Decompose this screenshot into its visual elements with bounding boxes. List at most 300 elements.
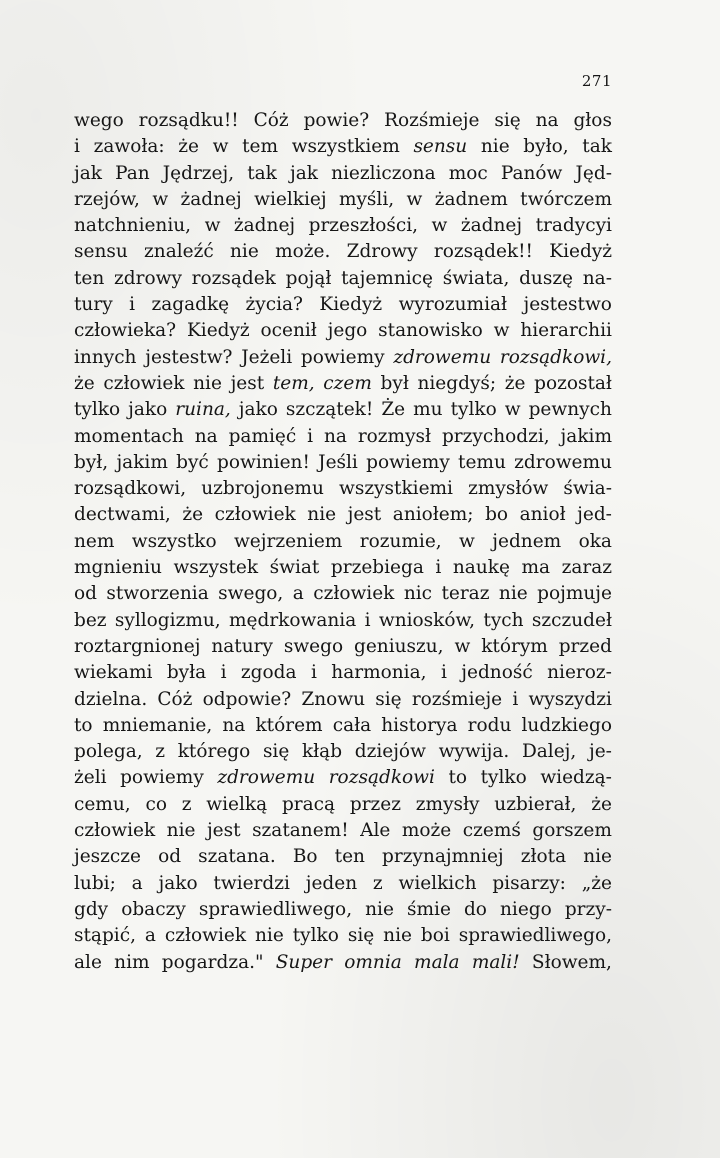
word: natury: [211, 635, 273, 657]
word: w: [493, 320, 510, 342]
word: sprawiedliwego,: [198, 898, 353, 920]
word: swego,: [218, 583, 284, 605]
word: świat: [269, 557, 320, 579]
word: się: [494, 110, 521, 131]
word: zaraz: [561, 557, 612, 579]
word: w: [431, 215, 448, 237]
word: je-: [588, 741, 612, 763]
italic-word: ruina,: [175, 399, 231, 421]
word: kłąb: [301, 741, 343, 763]
word: znaleźć: [144, 241, 214, 263]
word: jednem: [492, 530, 562, 552]
word: w: [504, 399, 521, 421]
word: wyszydzi: [528, 688, 612, 710]
word: tak: [247, 162, 277, 184]
word: Jeżeli: [241, 346, 293, 368]
word: jest: [230, 372, 265, 394]
word: harmonia,: [331, 662, 427, 684]
word: i: [220, 662, 227, 684]
word: ludzkiego: [521, 714, 612, 736]
word: w: [204, 215, 221, 237]
word: jakim: [560, 425, 612, 447]
word: mniemanie,: [102, 714, 213, 736]
word: nie: [365, 898, 394, 920]
word: tylko: [450, 399, 497, 421]
word: wejrzeniem: [233, 530, 343, 552]
word: rozsądek: [191, 267, 276, 289]
text-line: [74, 897, 612, 923]
word: że: [74, 372, 95, 394]
word: i: [364, 609, 371, 631]
word: uzbierał,: [494, 793, 577, 815]
word: powiemy: [120, 767, 204, 789]
word: było,: [523, 136, 569, 158]
word: momentach: [74, 425, 184, 447]
word: pojął: [285, 267, 332, 289]
word: jest: [206, 820, 241, 842]
word: Ale: [360, 820, 391, 842]
word: nie: [383, 925, 412, 947]
word: co: [145, 793, 167, 815]
word: tury: [74, 294, 113, 316]
word: tylko: [292, 925, 339, 947]
word: wyrozumiał: [398, 294, 508, 316]
word: złota: [520, 846, 567, 868]
word: w: [454, 635, 471, 657]
word: nie: [193, 372, 222, 394]
word: hierarchii: [520, 320, 612, 342]
body-text: [74, 108, 612, 976]
word: Jęd-: [575, 162, 612, 184]
word: że: [504, 372, 526, 394]
word: pojmuje: [537, 583, 612, 605]
word: Kiedyż: [186, 320, 250, 342]
text-line: [74, 950, 612, 976]
text-line: [74, 187, 612, 213]
word: rozumie,: [359, 530, 442, 552]
word: tych: [483, 609, 524, 631]
word: z: [372, 872, 383, 894]
text-line: [74, 739, 612, 765]
word: Panów: [500, 162, 563, 184]
word: powiemy: [366, 451, 450, 473]
word: na: [535, 110, 559, 131]
page-number: 271: [581, 72, 612, 90]
text-line: [74, 713, 612, 739]
word: że: [178, 136, 199, 158]
word: to: [74, 714, 93, 736]
word: zgoda: [240, 662, 297, 684]
word: natchnieniu,: [74, 215, 192, 237]
word: się: [262, 741, 290, 763]
word: mgnieniu: [74, 557, 162, 579]
word: geniuszu,: [353, 635, 444, 657]
word: pracą: [281, 793, 336, 815]
word: pozostał: [534, 372, 612, 394]
word: pisarzy:: [492, 872, 566, 894]
word: ten: [74, 267, 105, 289]
word: stanowisko: [378, 320, 483, 342]
word: jed-: [577, 504, 612, 526]
word: Kiedyż: [319, 294, 383, 316]
word: sprawiedliwego,: [458, 925, 612, 947]
word: dzielna.: [74, 688, 148, 710]
word: innych: [74, 346, 137, 368]
text-line: [74, 318, 612, 344]
word: boi: [420, 925, 450, 947]
word: zagadkę: [151, 294, 230, 316]
word: człowiek: [103, 372, 185, 394]
word: Dalej,: [521, 741, 577, 763]
word: być: [176, 451, 209, 473]
word: w: [212, 136, 229, 158]
word: i: [440, 662, 447, 684]
word: żadnej: [233, 215, 296, 237]
word: naukę: [452, 557, 510, 579]
text-line: [74, 397, 612, 423]
word: oka: [578, 530, 612, 552]
word: tylko: [480, 767, 527, 789]
text-line: [74, 765, 612, 791]
word: niegdyś;: [417, 372, 497, 394]
word: powiemy: [300, 346, 385, 368]
text-line: [74, 134, 612, 160]
word: człowieka?: [74, 320, 177, 342]
text-line: [74, 608, 612, 634]
word: wywija.: [438, 741, 510, 763]
word: z: [155, 741, 166, 763]
word: rozsądek!!: [433, 241, 533, 263]
word: tajemnicę: [341, 267, 433, 289]
word: jak: [74, 162, 102, 184]
word: od: [158, 846, 182, 868]
italic-word: Super: [275, 951, 332, 973]
word: przez: [349, 793, 401, 815]
word: i: [310, 662, 317, 684]
word: w: [152, 188, 169, 210]
text-line: [74, 923, 612, 949]
word: zdrowemu: [514, 451, 612, 473]
text-line: [74, 660, 612, 686]
word: tak: [582, 136, 612, 158]
word: tem: [242, 136, 279, 158]
word: to: [448, 767, 468, 789]
word: przeszłości,: [308, 215, 419, 237]
word: przebiega: [330, 557, 424, 579]
word: lubi;: [74, 872, 116, 894]
word: jak: [289, 162, 318, 184]
word: niezliczona: [331, 162, 436, 184]
word: jest: [347, 504, 382, 526]
word: przychodzi,: [441, 425, 550, 447]
text-line: [74, 529, 612, 555]
word: mu: [413, 399, 443, 421]
word: wszystek: [173, 557, 259, 579]
word: stąpić,: [74, 925, 136, 947]
text-line: [74, 108, 612, 134]
word: Że: [381, 399, 406, 421]
word: głos: [573, 110, 612, 131]
word: i: [512, 688, 519, 710]
word: człowiek: [74, 820, 156, 842]
word: stworzenia: [106, 583, 209, 605]
word: z: [181, 793, 192, 815]
italic-word: zdrowemu: [393, 346, 492, 368]
word: niego: [500, 898, 552, 920]
word: nie: [307, 504, 337, 526]
text-line: [74, 239, 612, 265]
word: odpowie?: [202, 688, 292, 710]
word: moc: [448, 162, 488, 184]
word: się: [375, 688, 402, 710]
word: rzejów,: [74, 188, 140, 210]
word: wszystkiem: [291, 136, 400, 158]
word: aniołem;: [392, 504, 474, 526]
word: teraz: [441, 583, 490, 605]
word: tradycyi: [535, 215, 612, 237]
italic-word: tem,: [272, 372, 315, 394]
italic-word: mala: [414, 951, 460, 973]
word: anioł: [519, 504, 566, 526]
word: szatana.: [198, 846, 276, 868]
word: a: [144, 925, 156, 947]
word: przed: [558, 635, 612, 657]
text-line: [74, 476, 612, 502]
word: przynajmniej: [382, 846, 504, 868]
word: sensu: [74, 241, 128, 263]
italic-word: sensu: [413, 136, 468, 158]
word: „że: [581, 872, 612, 894]
word: Rozśmieje: [384, 110, 480, 131]
word: cemu,: [74, 793, 131, 815]
word: wiekami: [74, 662, 153, 684]
word: polega,: [74, 741, 143, 763]
word: w: [406, 188, 423, 210]
text-line: [74, 424, 612, 450]
word: jestestw?: [145, 346, 233, 368]
text-line: [74, 555, 612, 581]
word: jestestwo: [523, 294, 612, 316]
word: nie: [480, 136, 510, 158]
word: i: [74, 136, 80, 158]
word: zmysły: [415, 793, 480, 815]
text-line: [74, 818, 612, 844]
word: człowiek: [313, 583, 395, 605]
word: do: [463, 898, 487, 920]
word: pogardza.": [161, 951, 264, 973]
word: pewnych: [528, 399, 612, 421]
word: Słowem,: [531, 951, 612, 973]
text-line: [74, 844, 612, 870]
word: jedność: [461, 662, 533, 684]
word: rozmysł: [357, 425, 432, 447]
word: szczudeł: [531, 609, 612, 631]
word: Jędrzej,: [162, 162, 235, 184]
word: nie: [230, 241, 259, 263]
word: nie: [166, 820, 196, 842]
text-line: [74, 581, 612, 607]
word: rozśmieje: [411, 688, 503, 710]
word: nim: [114, 951, 150, 973]
word: wielkich: [398, 872, 477, 894]
text-line: [74, 634, 612, 660]
word: szatanem!: [252, 820, 349, 842]
word: ocenił: [260, 320, 317, 342]
word: zdrowy: [114, 267, 182, 289]
italic-word: mali!: [471, 951, 520, 973]
word: Jeśli: [318, 451, 358, 473]
word: twierdzi: [213, 872, 290, 894]
word: że: [182, 504, 204, 526]
word: na: [222, 714, 246, 736]
word: bez: [74, 609, 107, 631]
italic-word: rozsądkowi,: [499, 346, 612, 368]
word: żadnej: [460, 215, 523, 237]
word: jako: [158, 872, 198, 894]
text-line: [74, 161, 612, 187]
word: gorszem: [532, 820, 612, 842]
word: dziejów: [354, 741, 426, 763]
word: nem: [74, 530, 115, 552]
word: Pan: [115, 162, 150, 184]
word: którem: [255, 714, 323, 736]
word: wielką: [206, 793, 268, 815]
word: jako: [238, 399, 278, 421]
text-line: [74, 213, 612, 239]
word: którym: [481, 635, 548, 657]
word: na: [194, 425, 218, 447]
word: nie: [255, 925, 284, 947]
word: historya: [381, 714, 458, 736]
word: na-: [582, 267, 612, 289]
word: rozsądku!!: [138, 110, 239, 131]
word: nie: [498, 583, 528, 605]
italic-word: zdrowemu: [217, 767, 316, 789]
word: i: [129, 294, 136, 316]
italic-word: omnia: [344, 951, 402, 973]
word: człowiek: [214, 504, 296, 526]
word: był: [380, 372, 409, 394]
word: jakim: [116, 451, 168, 473]
word: Kiedyż: [549, 241, 612, 263]
word: i: [435, 557, 442, 579]
word: wszystkiemi: [338, 478, 453, 500]
word: może: [401, 820, 452, 842]
word: syllogizmu,: [114, 609, 221, 631]
word: od: [74, 583, 97, 605]
word: żadnem: [434, 188, 508, 210]
word: nie: [583, 846, 612, 868]
word: że: [591, 793, 612, 815]
text-line: [74, 266, 612, 292]
word: roztargnionej: [74, 635, 201, 657]
word: wniosków,: [378, 609, 476, 631]
word: powie?: [303, 110, 370, 131]
word: Znowu: [301, 688, 366, 710]
word: i: [307, 425, 314, 447]
word: przy-: [564, 898, 612, 920]
word: była: [166, 662, 207, 684]
word: mędrkowania: [229, 609, 357, 631]
word: swego: [283, 635, 344, 657]
word: może.: [275, 241, 331, 263]
word: się: [347, 925, 375, 947]
word: szczątek!: [285, 399, 374, 421]
word: życia?: [245, 294, 303, 316]
italic-word: czem: [323, 372, 372, 394]
word: którego: [177, 741, 251, 763]
word: śmie: [406, 898, 451, 920]
word: zawoła:: [93, 136, 165, 158]
word: jeszcze: [74, 846, 141, 868]
text-line: [74, 871, 612, 897]
word: Zdrowy: [346, 241, 418, 263]
word: Cóż: [157, 688, 193, 710]
word: cała: [332, 714, 372, 736]
word: pamięć: [228, 425, 297, 447]
word: nieroz-: [547, 662, 612, 684]
word: rodu: [467, 714, 512, 736]
word: jeden: [305, 872, 358, 894]
word: jako: [128, 399, 168, 421]
word: a: [292, 583, 304, 605]
word: bo: [485, 504, 509, 526]
text-line: [74, 450, 612, 476]
italic-word: rozsądkowi: [328, 767, 435, 789]
word: Cóż: [253, 110, 289, 131]
word: temu: [458, 451, 506, 473]
text-line: [74, 687, 612, 713]
word: Bo: [292, 846, 318, 868]
word: wielkiej: [254, 188, 327, 210]
text-line: [74, 345, 612, 371]
word: w: [459, 530, 475, 552]
word: obaczy: [121, 898, 186, 920]
word: rozsądkowi,: [74, 478, 187, 500]
word: jego: [327, 320, 368, 342]
word: na: [323, 425, 347, 447]
text-line: [74, 371, 612, 397]
text-line: [74, 792, 612, 818]
word: duszę: [519, 267, 574, 289]
word: nic: [403, 583, 433, 605]
word: wego: [74, 110, 124, 131]
word: gdy: [74, 898, 109, 920]
word: był,: [74, 451, 109, 473]
word: świata,: [442, 267, 510, 289]
word: czemś: [462, 820, 521, 842]
word: dectwami,: [74, 504, 171, 526]
word: wszystko: [131, 530, 217, 552]
word: tylko: [74, 399, 121, 421]
word: ale: [74, 951, 102, 973]
word: a: [131, 872, 143, 894]
word: ma: [521, 557, 551, 579]
word: wiedzą-: [540, 767, 612, 789]
word: zmysłów: [468, 478, 549, 500]
word: uzbrojonemu: [201, 478, 324, 500]
word: myśli,: [338, 188, 395, 210]
word: powinien!: [217, 451, 310, 473]
text-line: [74, 502, 612, 528]
text-line: [74, 292, 612, 318]
word: ten: [334, 846, 365, 868]
word: świa-: [563, 478, 612, 500]
word: człowiek: [164, 925, 247, 947]
word: żadnej: [180, 188, 242, 210]
word: żeli: [74, 767, 107, 789]
word: twórczem: [520, 188, 612, 210]
